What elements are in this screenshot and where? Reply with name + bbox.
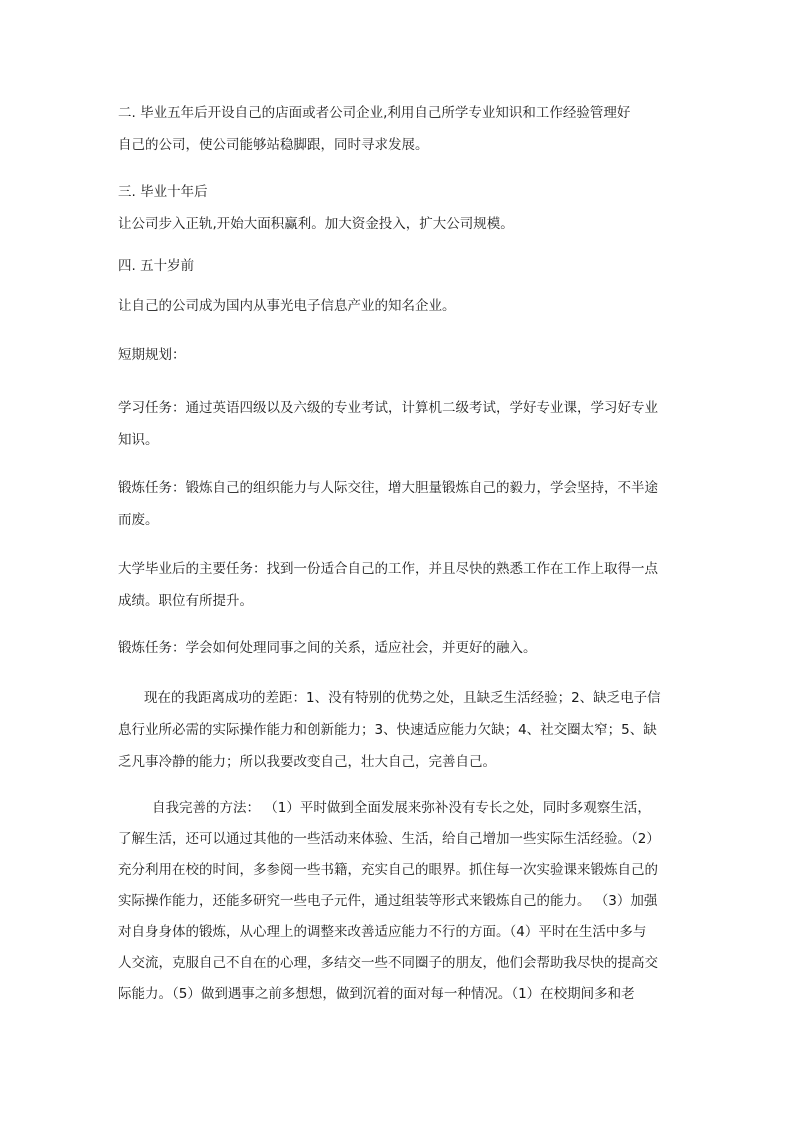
text-line: 让公司步入正轨,开始大面积赢利。加大资金投入，扩大公司规模。 [118, 216, 514, 232]
paragraph-study-tasks [118, 392, 678, 456]
paragraph-goal-ten-years [118, 176, 678, 240]
text-line: 大学毕业后的主要任务：找到一份适合自己的工作，并且尽快的熟悉工作在工作上取得一点 [118, 561, 658, 577]
text-line: 三. 毕业十年后 [118, 184, 208, 200]
text-line: 成绩。职位有所提升。 [118, 593, 253, 609]
text-line: 现在的我距离成功的差距：1、没有特别的优势之处，且缺乏生活经验；2、缺乏电子信 [144, 690, 661, 706]
text-line: 乏凡事冷静的能力；所以我要改变自己，壮大自己，完善自己。 [118, 754, 496, 770]
text-line: 锻炼任务：锻炼自己的组织能力与人际交往，增大胆量锻炼自己的毅力，学会坚持，不半途 [118, 480, 658, 496]
text-line: 息行业所必需的实际操作能力和创新能力；3、快速适应能力欠缺；4、社交圈太窄；5、缺 [118, 722, 657, 738]
paragraph-goal-five-years [118, 97, 678, 161]
text-line: 实际操作能力，还能多研究一些电子元件，通过组装等形式来锻炼自己的能力。 （3）加强 [118, 893, 658, 909]
text-line: 际能力。（5）做到遇事之前多想想，做到沉着的面对每一种情况。（1）在校期间多和老 [118, 986, 635, 1002]
paragraph-self-improvement [118, 793, 678, 1010]
text-line: 短期规划： [118, 347, 186, 363]
text-line: 学习任务：通过英语四级以及六级的专业考试，计算机二级考试，学好专业课，学习好专业 [118, 400, 658, 416]
text-line: 了解生活，还可以通过其他的一些活动来体验、生活，给自己增加一些实际生活经验。（2） [118, 831, 660, 847]
text-line: 知识。 [118, 432, 159, 448]
text-line: 锻炼任务：学会如何处理同事之间的关系，适应社会，并更好的融入。 [118, 640, 537, 656]
text-line: 人交流，克服自己不自在的心理，多结交一些不同圈子的朋友，他们会帮助我尽快的提高交 [118, 955, 658, 971]
paragraph-training-tasks [118, 472, 678, 536]
text-line: 而废。 [118, 512, 159, 528]
text-line: 充分利用在校的时间，多参阅一些书籍，充实自己的眼界。抓住每一次实验课来锻炼自己的 [118, 862, 658, 878]
paragraph-gap-to-success [118, 682, 678, 778]
text-line: 自我完善的方法： （1）平时做到全面发展来弥补没有专长之处，同时多观察生活， [152, 800, 651, 816]
text-line: 四. 五十岁前 [118, 258, 195, 274]
text-line: 对自身身体的锻炼，从心理上的调整来改善适应能力不行的方面。（4）平时在生活中多与 [118, 924, 647, 940]
paragraph-workplace-training [118, 632, 678, 664]
text-line: 自己的公司，使公司能够站稳脚跟，同时寻求发展。 [118, 137, 429, 153]
text-line: 让自己的公司成为国内从事光电子信息产业的知名企业。 [118, 298, 456, 314]
paragraph-after-graduation [118, 553, 678, 617]
paragraph-short-term-heading [118, 339, 678, 371]
text-line: 二. 毕业五年后开设自己的店面或者公司企业,利用自己所学专业知识和工作经验管理好 [118, 105, 631, 121]
paragraph-goal-fifty-heading [118, 250, 678, 282]
paragraph-goal-fifty [118, 290, 678, 322]
